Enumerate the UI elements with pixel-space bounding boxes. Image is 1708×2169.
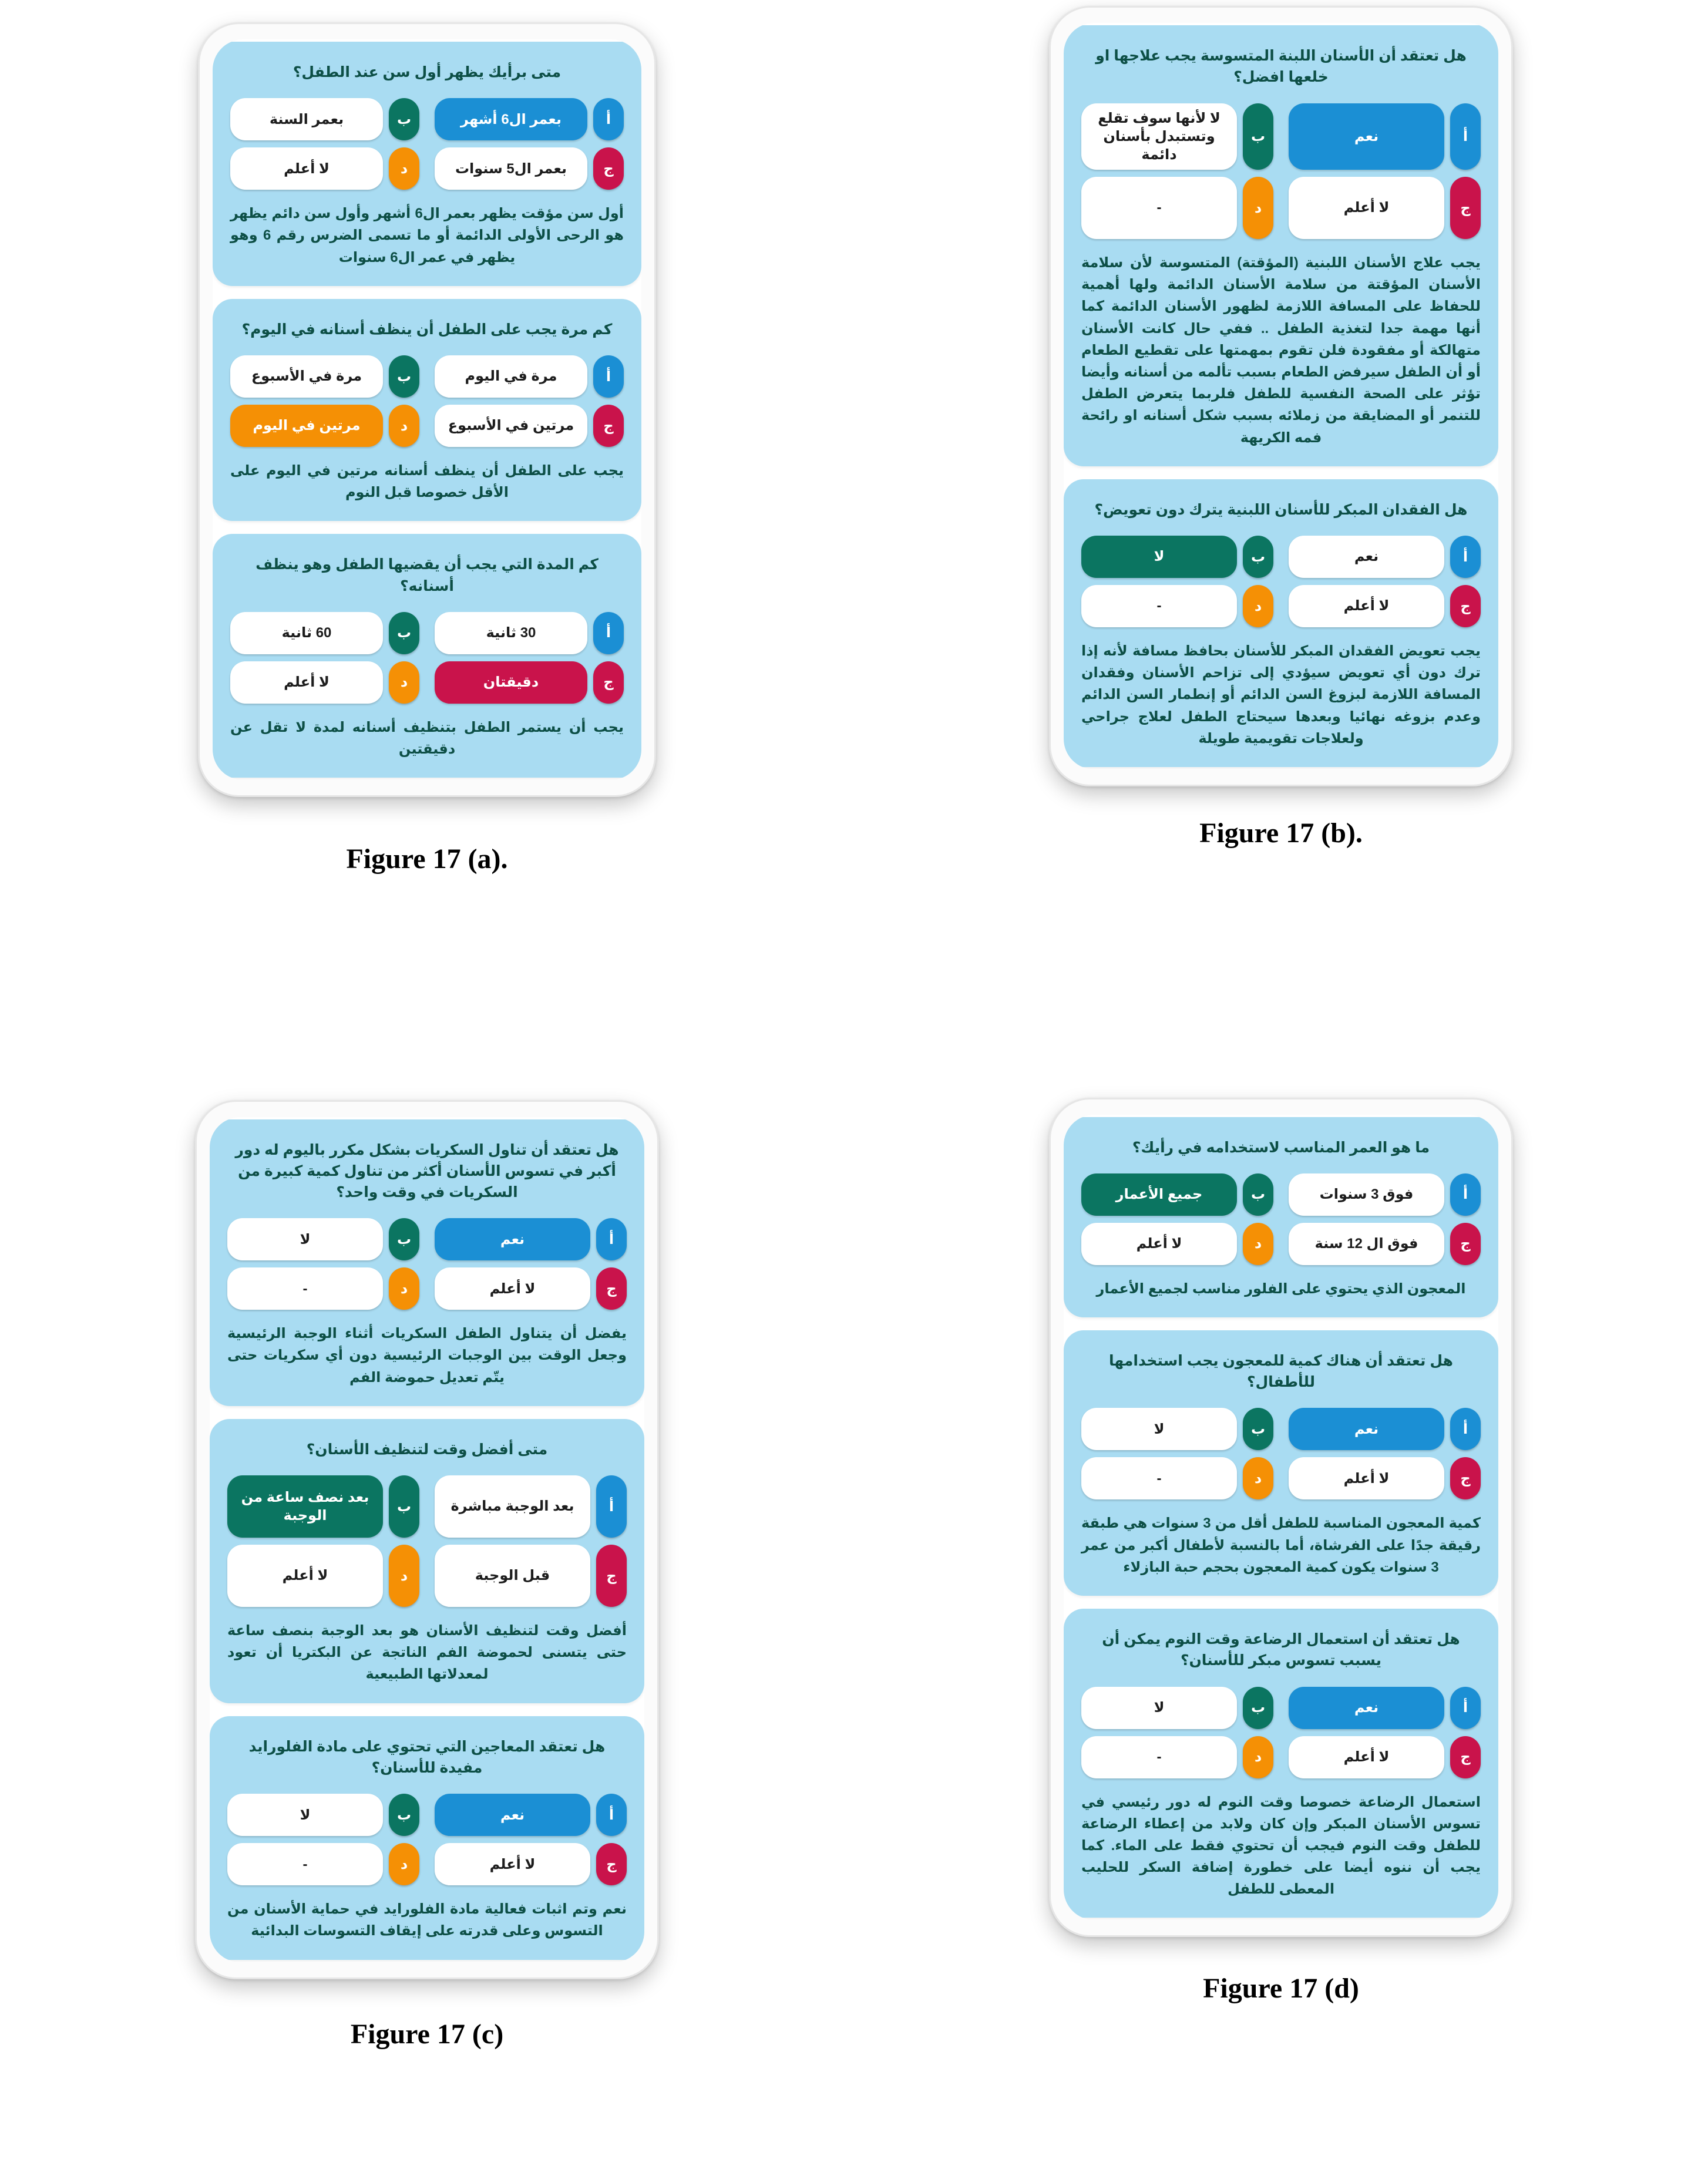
- option-key-badge-a: أ: [593, 355, 624, 398]
- option-label[interactable]: نعم: [1289, 536, 1444, 578]
- answer-options: [227, 1218, 627, 1310]
- option-key-badge-d: د: [389, 1267, 419, 1310]
- answer-option[interactable]: [1081, 1173, 1273, 1216]
- answer-option[interactable]: [435, 661, 624, 704]
- figure-panel-d: [854, 1085, 1708, 2169]
- option-label[interactable]: مرة في الأسبوع: [230, 355, 383, 398]
- option-key-badge-a: أ: [596, 1794, 627, 1836]
- option-label[interactable]: مرة في اليوم: [435, 355, 587, 398]
- question-text: هل الفقدان المبكر للأسنان اللبنية يترك دون تعويض؟: [1094, 501, 1468, 518]
- answer-option[interactable]: [227, 1475, 419, 1538]
- option-key-badge-c: ج: [1450, 1457, 1481, 1499]
- answer-option[interactable]: [435, 147, 624, 190]
- answer-option[interactable]: [435, 1843, 627, 1885]
- answer-option[interactable]: [1289, 1457, 1481, 1499]
- answer-options: [1081, 536, 1481, 627]
- option-label[interactable]: فوق 3 سنوات: [1289, 1173, 1444, 1216]
- question-text: هل تعتقد أن الأسنان اللبنة المتسوسة يجب علاجها او خلعها افضل؟: [1095, 48, 1467, 86]
- answer-option[interactable]: [230, 147, 419, 190]
- option-key-badge-d: د: [1243, 1223, 1273, 1265]
- option-label[interactable]: بعد الوجبة مباشرة: [435, 1475, 590, 1538]
- figure-caption-a: Figure 17 (a).: [346, 843, 508, 875]
- answer-options: [230, 355, 624, 447]
- answer-option[interactable]: [230, 661, 419, 704]
- option-label[interactable]: لا: [1081, 536, 1237, 578]
- question-text: كم المدة التي يجب أن يقضيها الطفل وهو ينظف أسنانه؟: [255, 556, 599, 594]
- question-card: [210, 1419, 644, 1703]
- option-key-badge-a: أ: [593, 98, 624, 140]
- option-key-badge-c: ج: [1450, 1223, 1481, 1265]
- answer-options: [230, 612, 624, 704]
- option-key-badge-d: د: [389, 1843, 419, 1885]
- option-key-badge-c: ج: [593, 405, 624, 447]
- answer-option[interactable]: [1289, 177, 1481, 239]
- phone-screen-a: [213, 39, 641, 780]
- answer-option[interactable]: [1081, 1457, 1273, 1499]
- answer-option[interactable]: [227, 1218, 419, 1260]
- answer-explanation: يجب أن يستمر الطفل بتنظيف أسنانه لمدة لا تقل عن دقيقتين: [230, 719, 624, 758]
- option-label[interactable]: لا أعلم: [435, 1267, 590, 1310]
- answer-explanation: أول سن مؤقت يظهر بعمر ال6 أشهر وأول سن دائم يظهر هو الرحى الأولى الدائمة أو ما تسمى الضرس رقم 6 وهو يظهر في عمر ال6 سنوات: [230, 206, 624, 265]
- option-label[interactable]: -: [227, 1843, 383, 1885]
- figure-caption-b: Figure 17 (b).: [1199, 817, 1363, 849]
- option-label[interactable]: لا أعلم: [230, 661, 383, 704]
- question-card: [213, 534, 641, 778]
- option-label[interactable]: فوق ال 12 سنة: [1289, 1223, 1444, 1265]
- answer-option[interactable]: [1081, 1736, 1273, 1778]
- answer-option[interactable]: [1289, 1223, 1481, 1265]
- figure-panel-b: [854, 0, 1708, 1085]
- answer-option[interactable]: [435, 1218, 627, 1260]
- option-key-badge-c: ج: [1450, 585, 1481, 627]
- option-label[interactable]: لا أعلم: [227, 1545, 383, 1607]
- answer-option[interactable]: [435, 355, 624, 398]
- answer-option[interactable]: [435, 1545, 627, 1607]
- option-label[interactable]: جميع الأعمار: [1081, 1173, 1237, 1216]
- option-key-badge-c: ج: [1450, 177, 1481, 239]
- answer-option[interactable]: [435, 612, 624, 654]
- option-label[interactable]: لا أعلم: [435, 1843, 590, 1885]
- option-key-badge-b: ب: [389, 1218, 419, 1260]
- option-label[interactable]: لا أعلم: [230, 147, 383, 190]
- option-key-badge-b: ب: [1243, 103, 1273, 170]
- option-key-badge-a: أ: [1450, 1173, 1481, 1216]
- option-key-badge-d: د: [389, 147, 419, 190]
- phone-frame-c: [195, 1100, 659, 1979]
- figure-caption-c: Figure 17 (c): [350, 2018, 504, 2050]
- option-key-badge-b: ب: [389, 355, 419, 398]
- answer-option[interactable]: [1289, 585, 1481, 627]
- answer-option[interactable]: [435, 98, 624, 140]
- option-key-badge-b: ب: [1243, 1408, 1273, 1450]
- answer-option[interactable]: [230, 98, 419, 140]
- option-label[interactable]: قبل الوجبة: [435, 1545, 590, 1607]
- answer-option[interactable]: [1081, 1687, 1273, 1729]
- option-key-badge-c: ج: [596, 1545, 627, 1607]
- option-label[interactable]: -: [1081, 585, 1237, 627]
- answer-option[interactable]: [1081, 536, 1273, 578]
- answer-option[interactable]: [1289, 1736, 1481, 1778]
- answer-option[interactable]: [1289, 1173, 1481, 1216]
- option-label[interactable]: نعم: [435, 1218, 590, 1260]
- option-key-badge-d: د: [1243, 1736, 1273, 1778]
- option-key-badge-a: أ: [1450, 103, 1481, 170]
- answer-explanation: المعجون الذي يحتوي على الفلور مناسب لجميع الأعمار: [1096, 1280, 1466, 1297]
- answer-option[interactable]: [435, 1794, 627, 1836]
- answer-options: [1081, 1173, 1481, 1265]
- option-label[interactable]: -: [227, 1267, 383, 1310]
- option-label[interactable]: لا أعلم: [1289, 1457, 1444, 1499]
- answer-options: [227, 1475, 627, 1607]
- option-key-badge-b: ب: [389, 612, 419, 654]
- answer-explanation: أفضل وقت لتنظيف الأسنان هو بعد الوجبة بنصف ساعة حتى يتسنى لحموضة الفم الناتجة عن البكتريا أن تعود لمعدلاتها الطبيعية: [227, 1623, 627, 1683]
- option-label[interactable]: بعمر ال6 أشهر: [435, 98, 587, 140]
- answer-option[interactable]: [1081, 103, 1273, 170]
- answer-options: [1081, 1408, 1481, 1499]
- answer-option[interactable]: [1081, 177, 1273, 239]
- option-label[interactable]: دقيقتان: [435, 661, 587, 704]
- answer-option[interactable]: [1289, 1408, 1481, 1450]
- option-key-badge-c: ج: [1450, 1736, 1481, 1778]
- question-text: هل تعتقد أن استعمال الرضاعة وقت النوم يمكن أن يسبب تسوس مبكر للأسنان؟: [1102, 1631, 1460, 1669]
- phone-mockup-c: [195, 1100, 659, 1979]
- option-key-badge-a: أ: [1450, 1408, 1481, 1450]
- answer-explanation: استعمال الرضاعة خصوصا وقت النوم له دور رئيسي في تسوس الأسنان المبكر وإن كان ولابد من إعطاء الرضاعة للطفل وقت النوم فيجب أن تحتوي فقط على الماء. كما يجب أن ننوه أيضا على خطورة إضافة السكر للحليب المعطى للطفل: [1081, 1794, 1481, 1898]
- option-label[interactable]: بعمر ال5 سنوات: [435, 147, 587, 190]
- option-key-badge-a: أ: [593, 612, 624, 654]
- option-key-badge-a: أ: [596, 1218, 627, 1260]
- phone-mockup-b: [1049, 6, 1513, 786]
- phone-mockup-d: [1049, 1098, 1513, 1938]
- question-card: [213, 42, 641, 286]
- option-key-badge-a: أ: [596, 1475, 627, 1538]
- phone-screen-c: [210, 1117, 644, 1962]
- answer-explanation: نعم وتم اثبات فعالية مادة الفلورايد في حماية الأسنان من التسوس وعلى قدرته على إيقاف التسوسات البدائية: [227, 1901, 627, 1939]
- option-key-badge-b: ب: [1243, 1173, 1273, 1216]
- question-text: متى أفضل وقت لتنظيف الأسنان؟: [306, 1441, 548, 1458]
- answer-option[interactable]: [230, 612, 419, 654]
- question-text: هل تعتقد أن تناول السكريات بشكل مكرر باليوم له دور أكبر في تسوس الأسنان أكثر من تناول كمية كبيرة من السكريات في وقت واحد؟: [235, 1141, 619, 1200]
- question-card: [210, 1716, 644, 1960]
- question-text: هل تعتقد المعاجين التي تحتوي على مادة الفلورايد مفيدة للأسنان؟: [248, 1738, 606, 1776]
- answer-explanation: يفضل أن يتناول الطفل السكريات أثناء الوجبة الرئيسية وجعل الوقت بين الوجبات الرئيسية دون أي سكريات حتى يتّم تعديل حموضة الفم: [227, 1326, 627, 1386]
- answer-options: [227, 1794, 627, 1885]
- option-key-badge-b: ب: [1243, 1687, 1273, 1729]
- answer-option[interactable]: [227, 1843, 419, 1885]
- option-label[interactable]: لا: [227, 1794, 383, 1836]
- answer-explanation: يجب تعويض الفقدان المبكر للأسنان بحافظ مسافة لأنه إذا ترك دون أي تعويض سيؤدي إلى تزاحم الأسنان وفقدان المسافة اللازمة لبزوغ السن الدائم أو إنطمار السن الدائم وعدم بزوغه نهائيا وبعدها سيحتاج الطفل لعلاج جراحي ولعلاجات تقويمية طويلة: [1081, 643, 1481, 746]
- option-label[interactable]: نعم: [1289, 1408, 1444, 1450]
- option-key-badge-c: ج: [596, 1267, 627, 1310]
- question-text: كم مرة يجب على الطفل أن ينظف أسنانه في اليوم؟: [241, 321, 613, 338]
- answer-explanation: يجب علاج الأسنان اللبنية (المؤقتة) المتسوسة لأن سلامة الأسنان المؤقتة من سلامة الأسنان الدائمة ولها أهمية للحفاظ على المسافة اللازمة لظهور الأسنان الدائمة كما أنها مهمة جدا لتغذية الطفل .. ففي حال كانت الأسنان متهالكة أو مفقودة فلن تقوم بمهمتها على تقطيع الطعام أو أن الطفل سيرفض الطعام بسبب تألمه من أسنانه وأيضا تؤثر على الصحة النفسية للطفل فلربما يتعرض الطفل للتنمر أو المضايقة من زملائه بسبب شكل أسنانه او رائحة فمه الكريهة: [1081, 255, 1481, 446]
- option-key-badge-d: د: [1243, 1457, 1273, 1499]
- answer-option[interactable]: [1289, 103, 1481, 170]
- answer-options: [1081, 1687, 1481, 1778]
- option-key-badge-a: أ: [1450, 536, 1481, 578]
- option-label[interactable]: 30 ثانية: [435, 612, 587, 654]
- option-key-badge-d: د: [389, 405, 419, 447]
- option-key-badge-d: د: [1243, 585, 1273, 627]
- option-key-badge-c: ج: [593, 147, 624, 190]
- question-text: متى برأيك يظهر أول سن عند الطفل؟: [292, 64, 562, 80]
- option-key-badge-d: د: [389, 661, 419, 704]
- answer-option[interactable]: [435, 405, 624, 447]
- option-label[interactable]: لا أعلم: [1289, 177, 1444, 239]
- answer-option[interactable]: [1081, 1408, 1273, 1450]
- answer-option[interactable]: [435, 1475, 627, 1538]
- question-card: [1064, 25, 1498, 466]
- question-text: ما هو العمر المناسب لاستخدامه في رأيك؟: [1132, 1139, 1430, 1156]
- answer-explanation: كمية المعجون المناسبة للطفل أقل من 3 سنوات هي طبقة رقيقة جدًا على الفرشاة، أما بالنسبة لأطفال أكبر من عمر 3 سنوات يكون كمية المعجون بحجم حبة البازلاء: [1081, 1515, 1481, 1575]
- option-label[interactable]: لا: [227, 1218, 383, 1260]
- option-key-badge-a: أ: [1450, 1687, 1481, 1729]
- option-label[interactable]: لا: [1081, 1687, 1237, 1729]
- phone-screen-d: [1064, 1115, 1498, 1921]
- option-key-badge-c: ج: [593, 661, 624, 704]
- option-label[interactable]: بعمر السنة: [230, 98, 383, 140]
- answer-option[interactable]: [227, 1267, 419, 1310]
- option-label[interactable]: نعم: [1289, 103, 1444, 170]
- question-card: [210, 1119, 644, 1406]
- option-label[interactable]: نعم: [435, 1794, 590, 1836]
- answer-options: [1081, 103, 1481, 240]
- option-label[interactable]: لا أعلم: [1289, 585, 1444, 627]
- option-key-badge-b: ب: [389, 1794, 419, 1836]
- option-label[interactable]: مرتين في الأسبوع: [435, 405, 587, 447]
- option-label[interactable]: -: [1081, 177, 1237, 239]
- option-label[interactable]: -: [1081, 1736, 1237, 1778]
- answer-option[interactable]: [227, 1545, 419, 1607]
- answer-options: [230, 98, 624, 190]
- question-card: [1064, 1609, 1498, 1918]
- phone-frame-a: [198, 22, 656, 797]
- question-card: [1064, 479, 1498, 767]
- figure-panel-a: [0, 0, 854, 1085]
- question-text: هل تعتقد أن هناك كمية للمعجون يجب استخدامها للأطفال؟: [1109, 1352, 1453, 1391]
- option-label[interactable]: -: [1081, 1457, 1237, 1499]
- option-key-badge-b: ب: [1243, 536, 1273, 578]
- option-label[interactable]: 60 ثانية: [230, 612, 383, 654]
- option-label[interactable]: لا لأنها سوف تقلع وتستبدل بأسنان دائمة: [1081, 103, 1237, 170]
- answer-option[interactable]: [230, 405, 419, 447]
- answer-option[interactable]: [435, 1267, 627, 1310]
- option-key-badge-c: ج: [596, 1843, 627, 1885]
- figure-caption-d: Figure 17 (d): [1203, 1973, 1359, 2005]
- question-card: [1064, 1330, 1498, 1596]
- option-key-badge-d: د: [389, 1545, 419, 1607]
- answer-option[interactable]: [1289, 1687, 1481, 1729]
- phone-frame-b: [1049, 6, 1513, 786]
- option-key-badge-b: ب: [389, 98, 419, 140]
- option-key-badge-b: ب: [389, 1475, 419, 1538]
- option-label[interactable]: لا: [1081, 1408, 1237, 1450]
- option-key-badge-d: د: [1243, 177, 1273, 239]
- answer-explanation: يجب على الطفل أن ينظف أسنانه مرتين في اليوم على الأقل خصوصا قبل النوم: [230, 463, 624, 501]
- answer-option[interactable]: [1081, 1223, 1273, 1265]
- figure-panel-c: [0, 1085, 854, 2169]
- option-label[interactable]: مرتين في اليوم: [230, 405, 383, 447]
- phone-mockup-a: [198, 22, 656, 797]
- question-card: [1064, 1117, 1498, 1317]
- option-label[interactable]: بعد نصف ساعة من الوجبة: [227, 1475, 383, 1538]
- answer-option[interactable]: [227, 1794, 419, 1836]
- option-label[interactable]: لا أعلم: [1289, 1736, 1444, 1778]
- option-label[interactable]: نعم: [1289, 1687, 1444, 1729]
- answer-option[interactable]: [1081, 585, 1273, 627]
- answer-option[interactable]: [230, 355, 419, 398]
- option-label[interactable]: لا أعلم: [1081, 1223, 1237, 1265]
- question-card: [213, 299, 641, 522]
- answer-option[interactable]: [1289, 536, 1481, 578]
- phone-frame-d: [1049, 1098, 1513, 1938]
- phone-screen-b: [1064, 23, 1498, 769]
